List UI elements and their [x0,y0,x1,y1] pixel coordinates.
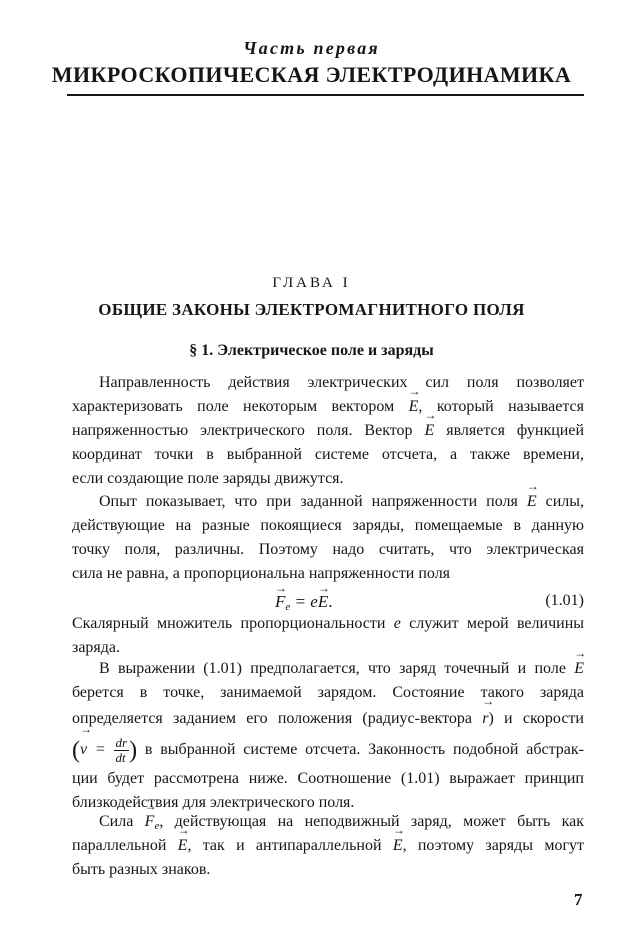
section-title: § 1. Электрическое поле и заряды [189,342,434,359]
velocity-fraction: $\frac{dr}{dt}$ [115,734,128,765]
vector-e-symbol: → E [178,834,188,858]
paragraph-5 [72,810,584,882]
part-title: МИКРОСКОПИЧЕСКАЯ ЭЛЕКТРОДИНАМИКА [51,62,572,87]
paragraph-line: Скалярный множитель пропорциональности e служит мерой величины [72,615,585,632]
paragraph-4 [72,657,584,815]
vector-e-symbol: → E [424,419,434,443]
header-rule [67,94,584,96]
vector-e-symbol: → E [527,490,537,514]
paragraph-2 [72,490,584,622]
paragraph-line: действующие на разные покоящиеся заряды, помещаемые в данную [72,517,584,534]
paragraph-line: напряженностью электрического поля. Вектор → E является функцией [72,419,584,443]
paragraph-line: сила не равна, а пропорциональна напряженности поля [72,565,451,582]
paragraph-line: Сила → $F_e$, действующая на неподвижный заряд, может быть как [72,810,584,834]
paragraph-line: (→ v = $\frac{dr}{dt}$ ) в выбранной системе отсчета. Законность подобной абстрак- [72,733,584,767]
paragraph-line: Направленность действия электрических сил поля позволяет [99,374,584,391]
paragraph-3 [72,612,584,660]
vector-f-symbol: → F [275,592,285,612]
page-number: 7 [574,890,583,909]
paragraph-line: Опыт показывает, что при заданной напряженности поля → E силы, [72,490,584,514]
paragraph-line: точку поля, различны. Поэтому надо считать, что электрическая [72,541,584,558]
chapter-label: ГЛАВА I [272,275,351,291]
paragraph-line: берется в точке, занимаемой зарядом. Состояние такого заряда [72,684,584,701]
equation-number: (1.01) [545,592,584,609]
paragraph-1 [72,371,584,491]
paragraph-line: параллельной → E, так и антипараллельной → E, поэтому заряды могут [72,834,584,858]
vector-e-symbol: → E [409,395,419,419]
paragraph-line: В выражении (1.01) предполагается, что заряд точечный и поле → E [72,657,584,681]
vector-e-symbol: → E [318,592,328,612]
paragraph-line: характеризовать поле некоторым вектором → E, который называется [72,395,584,419]
paragraph-line: координат точки в выбранной системе отсчета, а также времени, [72,446,584,463]
chapter-title: ОБЩИЕ ЗАКОНЫ ЭЛЕКТРОМАГНИТНОГО ПОЛЯ [98,300,525,319]
paragraph-line: заряда. [72,639,121,656]
equation-formula: → $F_e = e\to E$. [275,592,332,613]
vector-e-symbol: → E [574,657,584,681]
paragraph-line: если создающие поле заряды движутся. [72,470,344,487]
vector-f-symbol: → F [145,810,155,834]
paragraph-line: близкодействия для электрического поля. [72,794,355,811]
part-label: Часть первая [243,38,380,58]
vector-v-symbol: → v [80,733,87,767]
paragraph-line: быть разных знаков. [72,861,211,878]
vector-r-symbol: → r [482,705,488,733]
vector-e-symbol: → E [393,834,403,858]
paragraph-line: определяется заданием его положения (радиус-вектора → r) и скорости [72,705,584,733]
paragraph-line: ции будет рассмотрена ниже. Соотношение (1.01) выражает принцип [72,770,584,787]
